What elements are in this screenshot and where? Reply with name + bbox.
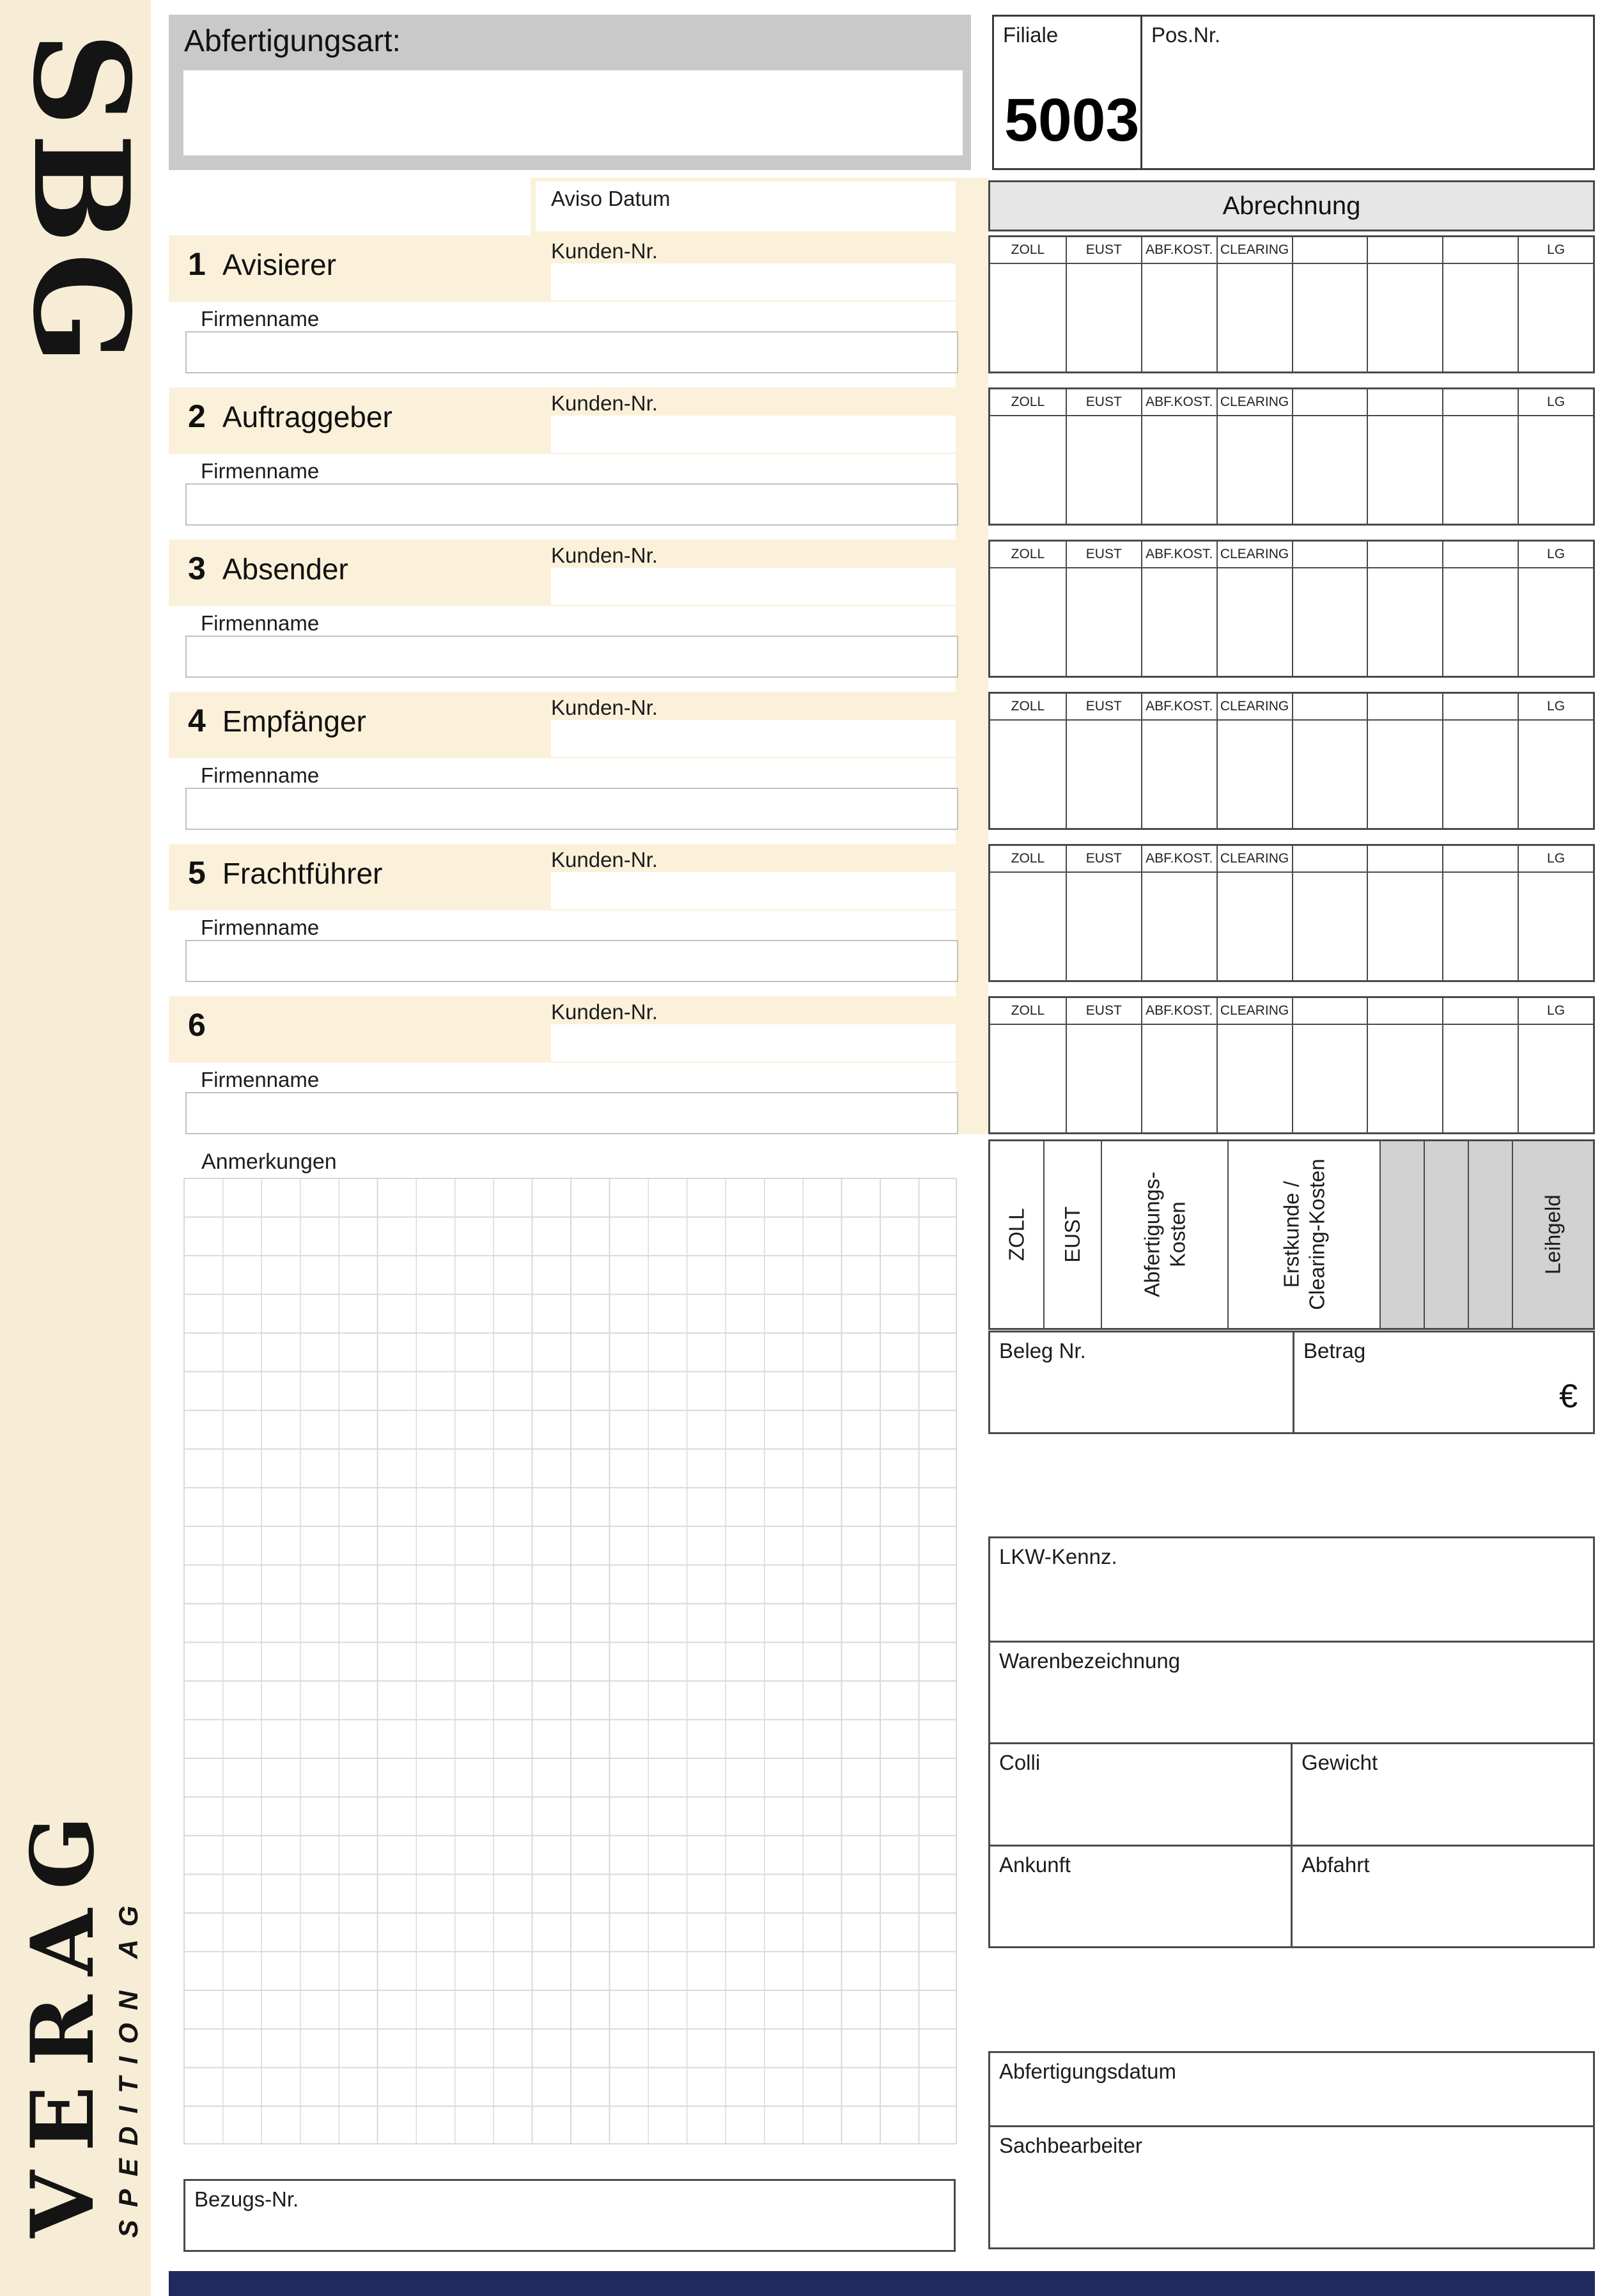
- beleg-betrag-block: [988, 1331, 1595, 1434]
- abrechnung-cell[interactable]: [1141, 264, 1216, 371]
- firmenname-input[interactable]: [185, 940, 958, 982]
- aviso-datum-label: Aviso Datum: [551, 187, 671, 210]
- section-title: [188, 398, 392, 435]
- section-name: Frachtführer: [222, 857, 383, 890]
- abrechnung-cell[interactable]: [1367, 721, 1442, 828]
- col-header-abfkost: ABF.KOST.: [1141, 998, 1216, 1025]
- colli-field[interactable]: [990, 1744, 1293, 1845]
- abrechnung-cell[interactable]: [1292, 264, 1367, 371]
- col-header-abfkost: ABF.KOST.: [1141, 542, 1216, 568]
- abrechnung-cell[interactable]: [1292, 1025, 1367, 1132]
- col-header-eust: EUST: [1066, 694, 1141, 721]
- filiale-box: [994, 17, 1142, 168]
- abrechnung-cell[interactable]: [1141, 721, 1216, 828]
- col-header-abfkost: ABF.KOST.: [1141, 237, 1216, 264]
- filiale-value: 5003: [1004, 86, 1140, 154]
- section-number: 6: [188, 1007, 206, 1043]
- legend-eust: EUST: [1043, 1141, 1101, 1328]
- abrechnung-cell[interactable]: [990, 264, 1066, 371]
- col-header-blank2: [1367, 998, 1442, 1025]
- abfertigungsart-label: Abfertigungsart:: [184, 24, 401, 58]
- col-header-blank3: [1442, 389, 1518, 416]
- bezugs-nr-field[interactable]: [183, 2179, 956, 2252]
- col-header-eust: EUST: [1066, 237, 1141, 264]
- abrechnung-row-1: [988, 235, 1595, 373]
- verag-logo-text: VERAG: [12, 1797, 113, 2238]
- abrechnung-cell[interactable]: [1518, 1025, 1593, 1132]
- warenbezeichnung-field[interactable]: [990, 1641, 1593, 1743]
- abrechnung-cell[interactable]: [1141, 1025, 1216, 1132]
- section-number: 3: [188, 551, 206, 586]
- legend-blank2: [1424, 1141, 1468, 1328]
- kunden-nr-label: Kunden-Nr.: [551, 391, 658, 415]
- firmenname-label: Firmenname: [201, 459, 320, 483]
- sachbearbeiter-label: Sachbearbeiter: [999, 2134, 1142, 2157]
- abrechnung-cell[interactable]: [1216, 416, 1292, 524]
- abrechnung-cell[interactable]: [1442, 264, 1518, 371]
- abrechnung-cell[interactable]: [1442, 1025, 1518, 1132]
- firmenname-label: Firmenname: [201, 1068, 320, 1091]
- col-header-zoll: ZOLL: [990, 542, 1066, 568]
- warenbezeichnung-label: Warenbezeichnung: [999, 1648, 1181, 1673]
- col-header-clearing: CLEARING: [1216, 694, 1292, 721]
- col-header-blank1: [1292, 998, 1367, 1025]
- abrechnung-cell[interactable]: [1066, 721, 1141, 828]
- abrechnung-row-6: [988, 996, 1595, 1134]
- abrechnung-cell[interactable]: [1442, 721, 1518, 828]
- kunden-nr-label: Kunden-Nr.: [551, 696, 658, 719]
- gewicht-field[interactable]: [1293, 1744, 1593, 1845]
- abrechnung-cell[interactable]: [1066, 873, 1141, 980]
- abrechnung-cell[interactable]: [1216, 721, 1292, 828]
- col-header-zoll: ZOLL: [990, 998, 1066, 1025]
- abrechnung-cell[interactable]: [1442, 568, 1518, 676]
- abrechnung-cell[interactable]: [1367, 416, 1442, 524]
- abfertigung-block: [988, 2051, 1595, 2249]
- col-header-blank1: [1292, 694, 1367, 721]
- firmenname-label: Firmenname: [201, 916, 320, 939]
- abrechnung-cell[interactable]: [1066, 568, 1141, 676]
- abrechnung-cell[interactable]: [1518, 873, 1593, 980]
- section-title: [188, 550, 348, 587]
- posnr-field[interactable]: [1142, 17, 1593, 168]
- col-header-blank3: [1442, 542, 1518, 568]
- col-header-blank3: [1442, 237, 1518, 264]
- abrechnung-row-2: [988, 387, 1595, 526]
- abrechnung-cell[interactable]: [1216, 873, 1292, 980]
- col-header-lg: LG: [1518, 237, 1593, 264]
- col-header-abfkost: ABF.KOST.: [1141, 846, 1216, 873]
- col-header-blank2: [1367, 542, 1442, 568]
- kunden-nr-label: Kunden-Nr.: [551, 543, 658, 567]
- col-header-lg: LG: [1518, 846, 1593, 873]
- section-6: [169, 996, 956, 1134]
- betrag-field[interactable]: [1294, 1332, 1593, 1432]
- firmenname-input[interactable]: [185, 331, 958, 373]
- col-header-clearing: CLEARING: [1216, 846, 1292, 873]
- abrechnung-cell[interactable]: [1518, 721, 1593, 828]
- abrechnung-cell[interactable]: [1367, 873, 1442, 980]
- section-name: Absender: [222, 552, 348, 586]
- col-header-clearing: CLEARING: [1216, 389, 1292, 416]
- abrechnung-cell[interactable]: [1141, 568, 1216, 676]
- abfertigungsart-input[interactable]: [183, 70, 963, 155]
- abrechnung-row-4: [988, 692, 1595, 830]
- legend-clearingkosten: Erstkunde / Clearing-Kosten: [1227, 1141, 1380, 1328]
- firmenname-label: Firmenname: [201, 307, 320, 331]
- col-header-lg: LG: [1518, 542, 1593, 568]
- abrechnung-cell[interactable]: [1216, 568, 1292, 676]
- col-header-blank3: [1442, 846, 1518, 873]
- colli-gewicht-row: [990, 1742, 1593, 1845]
- kunden-nr-label: Kunden-Nr.: [551, 1000, 658, 1024]
- beleg-nr-label: Beleg Nr.: [999, 1339, 1086, 1363]
- col-header-blank2: [1367, 237, 1442, 264]
- abfertigungsdatum-field[interactable]: [990, 2053, 1593, 2127]
- col-header-eust: EUST: [1066, 846, 1141, 873]
- aviso-datum-input[interactable]: [536, 182, 958, 231]
- abfertigungsdatum-label: Abfertigungsdatum: [999, 2059, 1177, 2083]
- section-name: Auftraggeber: [222, 400, 392, 433]
- kunden-nr-input[interactable]: [551, 416, 956, 453]
- abrechnung-column-legend: [988, 1139, 1595, 1330]
- section-title: [188, 854, 382, 891]
- verag-logo: [12, 1797, 144, 2238]
- verag-logo-subtext: SPEDITION AG: [113, 1893, 143, 2238]
- section-name: Empfänger: [222, 705, 366, 738]
- kunden-nr-input[interactable]: [551, 568, 956, 605]
- abrechnung-cell[interactable]: [1216, 264, 1292, 371]
- legend-blank1: [1379, 1141, 1424, 1328]
- abrechnung-cell[interactable]: [990, 568, 1066, 676]
- col-header-blank1: [1292, 542, 1367, 568]
- section-number: 2: [188, 398, 206, 434]
- section-title: [188, 702, 366, 739]
- col-header-lg: LG: [1518, 694, 1593, 721]
- gewicht-label: Gewicht: [1301, 1751, 1378, 1774]
- firmenname-input[interactable]: [185, 483, 958, 526]
- sbg-logo: SBG: [4, 32, 157, 371]
- section-2-auftraggeber: [169, 387, 956, 526]
- col-header-blank2: [1367, 846, 1442, 873]
- abrechnung-cell[interactable]: [1141, 873, 1216, 980]
- lkw-kennz-field[interactable]: [990, 1538, 1593, 1641]
- filiale-label: Filiale: [1003, 23, 1059, 47]
- col-header-abfkost: ABF.KOST.: [1141, 694, 1216, 721]
- ankunft-abfahrt-row: [990, 1845, 1593, 1947]
- beleg-nr-field[interactable]: [990, 1332, 1294, 1432]
- abrechnung-cell[interactable]: [990, 1025, 1066, 1132]
- abrechnung-row-5: [988, 844, 1595, 982]
- abrechnung-cell[interactable]: [1292, 873, 1367, 980]
- colli-label: Colli: [999, 1751, 1041, 1774]
- section-number: 5: [188, 855, 206, 891]
- col-header-eust: EUST: [1066, 998, 1141, 1025]
- col-header-blank2: [1367, 694, 1442, 721]
- cream-divider-strip: [956, 178, 988, 1134]
- legend-blank3: [1468, 1141, 1512, 1328]
- section-title: [188, 246, 336, 283]
- lkw-kennz-label: LKW-Kennz.: [999, 1545, 1117, 1568]
- abrechnung-cell[interactable]: [1518, 264, 1593, 371]
- firmenname-input[interactable]: [185, 1092, 958, 1134]
- col-header-zoll: ZOLL: [990, 846, 1066, 873]
- abrechnung-cell[interactable]: [990, 416, 1066, 524]
- ankunft-label: Ankunft: [999, 1852, 1071, 1877]
- abrechnung-cell[interactable]: [1518, 416, 1593, 524]
- sachbearbeiter-field[interactable]: [990, 2127, 1593, 2247]
- abrechnung-cell[interactable]: [990, 873, 1066, 980]
- abrechnung-cell[interactable]: [1292, 721, 1367, 828]
- legend-abfertigungskosten: Abfertigungs- Kosten: [1101, 1141, 1227, 1328]
- section-4-empfaenger: [169, 692, 956, 830]
- abrechnung-cell[interactable]: [1292, 568, 1367, 676]
- shipment-details-block: [988, 1536, 1595, 1948]
- anmerkungen-label: Anmerkungen: [201, 1150, 337, 1174]
- abrechnung-title: Abrechnung: [988, 180, 1595, 231]
- filiale-posnr-box: [992, 15, 1595, 170]
- firmenname-input[interactable]: [185, 788, 958, 830]
- section-number: 4: [188, 703, 206, 738]
- kunden-nr-input[interactable]: [551, 872, 956, 909]
- section-name: Avisierer: [222, 248, 336, 281]
- kunden-nr-label: Kunden-Nr.: [551, 239, 658, 263]
- firmenname-input[interactable]: [185, 636, 958, 678]
- anmerkungen-grid[interactable]: [183, 1178, 957, 2144]
- col-header-blank3: [1442, 694, 1518, 721]
- abrechnung-cell[interactable]: [1367, 264, 1442, 371]
- col-header-lg: LG: [1518, 389, 1593, 416]
- kunden-nr-label: Kunden-Nr.: [551, 848, 658, 871]
- section-title: [188, 1006, 222, 1043]
- abfahrt-label: Abfahrt: [1301, 1852, 1370, 1877]
- col-header-blank2: [1367, 389, 1442, 416]
- abrechnung-cell[interactable]: [1066, 264, 1141, 371]
- posnr-label: Pos.Nr.: [1151, 23, 1221, 47]
- firmenname-label: Firmenname: [201, 611, 320, 635]
- abrechnung-cell[interactable]: [1066, 416, 1141, 524]
- euro-symbol: €: [1559, 1378, 1578, 1415]
- col-header-eust: EUST: [1066, 542, 1141, 568]
- section-number: 1: [188, 246, 206, 282]
- abrechnung-row-3: [988, 540, 1595, 678]
- abrechnung-cell[interactable]: [990, 721, 1066, 828]
- col-header-zoll: ZOLL: [990, 694, 1066, 721]
- col-header-clearing: CLEARING: [1216, 237, 1292, 264]
- section-5-frachtfuehrer: [169, 844, 956, 982]
- abrechnung-cell[interactable]: [1442, 416, 1518, 524]
- kunden-nr-input[interactable]: [551, 720, 956, 757]
- abrechnung-cell[interactable]: [1442, 873, 1518, 980]
- col-header-abfkost: ABF.KOST.: [1141, 389, 1216, 416]
- col-header-blank3: [1442, 998, 1518, 1025]
- col-header-clearing: CLEARING: [1216, 542, 1292, 568]
- col-header-zoll: ZOLL: [990, 389, 1066, 416]
- abrechnung-cell[interactable]: [1066, 1025, 1141, 1132]
- col-header-eust: EUST: [1066, 389, 1141, 416]
- abrechnung-cell[interactable]: [1518, 568, 1593, 676]
- col-header-blank1: [1292, 846, 1367, 873]
- abfahrt-field[interactable]: [1293, 1847, 1593, 1947]
- section-1-avisierer: [169, 235, 956, 373]
- col-header-lg: LG: [1518, 998, 1593, 1025]
- abrechnung-cell[interactable]: [1292, 416, 1367, 524]
- col-header-blank1: [1292, 237, 1367, 264]
- abrechnung-cell[interactable]: [1216, 1025, 1292, 1132]
- abrechnung-cell[interactable]: [1367, 568, 1442, 676]
- section-3-absender: [169, 540, 956, 678]
- abrechnung-cell[interactable]: [1141, 416, 1216, 524]
- col-header-blank1: [1292, 389, 1367, 416]
- footer-accent-bar: [169, 2271, 1595, 2296]
- bezugs-nr-label: Bezugs-Nr.: [194, 2187, 299, 2211]
- abrechnung-cell[interactable]: [1367, 1025, 1442, 1132]
- col-header-zoll: ZOLL: [990, 237, 1066, 264]
- ankunft-field[interactable]: [990, 1847, 1293, 1947]
- kunden-nr-input[interactable]: [551, 263, 956, 301]
- legend-leihgeld: Leihgeld: [1512, 1141, 1593, 1328]
- kunden-nr-input[interactable]: [551, 1024, 956, 1061]
- betrag-label: Betrag: [1303, 1339, 1366, 1363]
- firmenname-label: Firmenname: [201, 763, 320, 787]
- col-header-clearing: CLEARING: [1216, 998, 1292, 1025]
- legend-zoll: ZOLL: [1004, 1208, 1029, 1261]
